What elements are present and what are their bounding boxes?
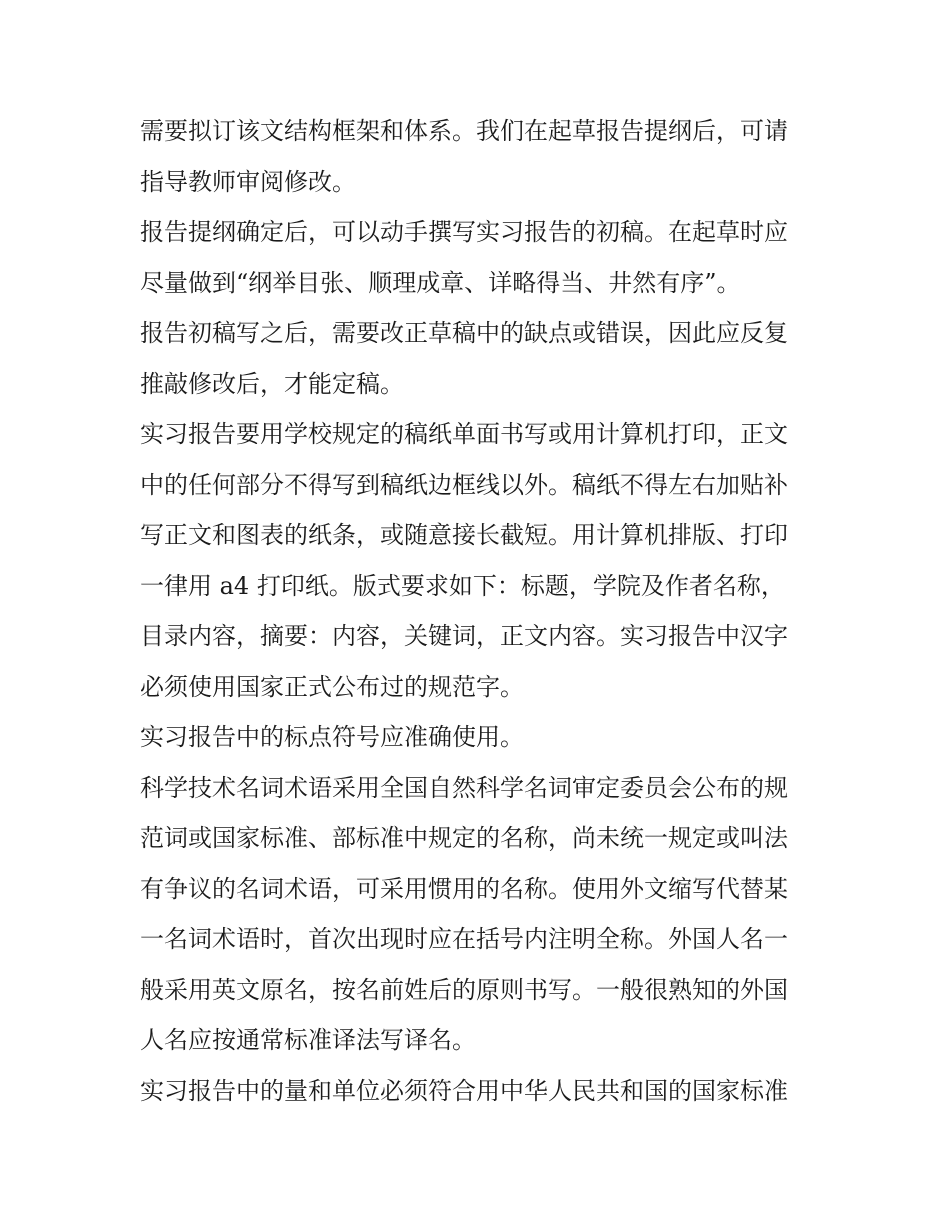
paragraph-punctuation: 实习报告中的标点符号应准确使用。 [140, 723, 524, 751]
paragraph-outline-framework: 需要拟订该文结构框架和体系。我们在起草报告提纲后，可请 指导教师审阅修改。 [140, 117, 788, 196]
paragraph-units: 实习报告中的量和单位必须符合用中华人民共和国的国家标准 [140, 1076, 788, 1105]
document-body [140, 106, 820, 1116]
paragraph-first-draft: 报告提纲确定后，可以动手撰写实习报告的初稿。在起草时应 尽量做到“纲举目张、顺理成章、详略得当、井然有序”。 [140, 218, 788, 297]
paragraph-format-requirements: 实习报告要用学校规定的稿纸单面书写或用计算机打印，正文 中的任何部分不得写到稿纸边框线以外。稿纸不得左右加贴补 写正文和图表的纸条，或随意接长截短。用计算机排版、打印 一律用 a4 打印纸。版式要求如下：标题，学院及作者名称， 目录内容，摘要：内容，关键词，正文内容。实习报告中汉字 必须使用国家正式公布过的规范字。 [140, 420, 788, 701]
paragraph-terminology: 科学技术名词术语采用全国自然科学名词审定委员会公布的规 范词或国家标准、部标准中规定的名称，尚未统一规定或叫法 有争议的名词术语，可采用惯用的名称。使用外文缩写代替某 一名词术语时，首次出现时应在括号内注明全称。外国人名一 般采用英文原名，按名前姓后的原则书写。一般很熟知的外国 人名应按通常标准译法写译名。 [140, 773, 788, 1054]
paragraph-revision: 报告初稿写之后，需要改正草稿中的缺点或错误，因此应反复 推敲修改后，才能定稿。 [140, 319, 788, 398]
